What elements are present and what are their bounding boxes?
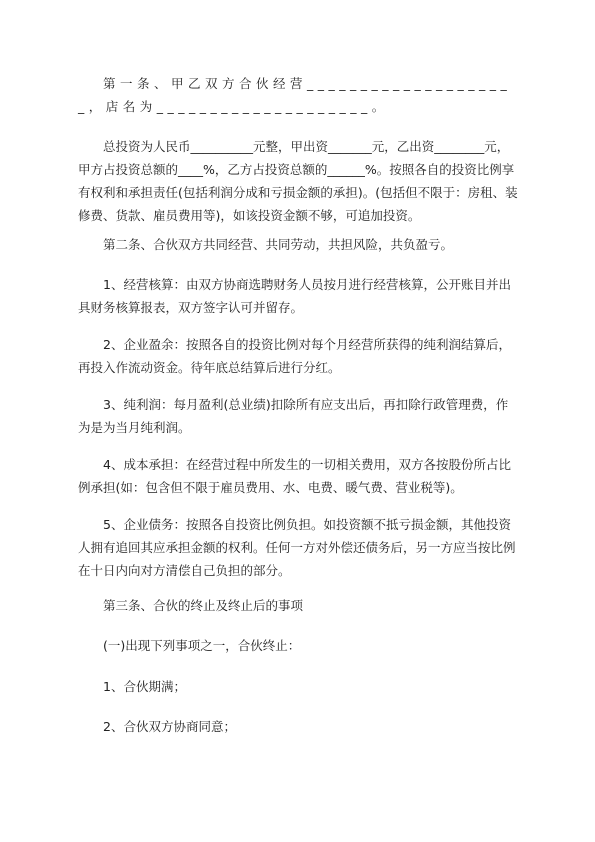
termination-item-1: 1、合伙期满；	[103, 679, 186, 694]
clause-cost-bearing: 4、成本承担：在经营过程中所发生的一切相关费用，双方各按股份所占比例承担(如：包含但不限于雇员费用、水、电费、暖气费、营业税等)。	[78, 457, 511, 495]
clause-accounting: 1、经营核算：由双方协商选聘财务人员按月进行经营核算，公开账目并出具财务核算报表，双方签字认可并留存。	[78, 277, 511, 315]
article-3-heading: 第三条、合伙的终止及终止后的事项	[103, 598, 304, 613]
termination-conditions: (一)出现下列事项之一，合伙终止：	[103, 638, 301, 653]
clause-debts: 5、企业债务：按照各自投资比例负担。如投资额不抵亏损金额，其他投资人拥有追回其应承担金额的权利。任何一方对外偿还债务后，另一方应当按比例在十日内向对方清偿自己负担的部分。	[78, 517, 516, 578]
article-2-paragraph: 第二条、合伙双方共同经营、共同劳动，共担风险，共负盈亏。	[103, 237, 454, 252]
clause-net-profit: 3、纯利润：每月盈利(总业绩)扣除所有应支出后，再扣除行政管理费，作为是为当月纯利润。	[78, 397, 509, 435]
termination-item-2: 2、合伙双方协商同意；	[103, 719, 236, 734]
clause-surplus: 2、企业盈余：按照各自的投资比例对每个月经营所获得的纯利润结算后，再投入作流动资金。待年底总结算后进行分红。	[78, 337, 511, 375]
article-1-paragraph: 第一条、甲乙双方合伙经营____________________，店名为____________________。	[78, 76, 512, 114]
investment-paragraph: 总投资为人民币__________元整，甲出资_______元，乙出资________元，甲方占投资总额的____%，乙方占投资总额的______%。按照各自的投资比例享有权利和承担责任(包括利润分成和亏损金额的承担)。(包括但不限于：房租、装修费、货款、雇员费用等)，如该投资金额不够，可追加投资。	[78, 139, 518, 223]
